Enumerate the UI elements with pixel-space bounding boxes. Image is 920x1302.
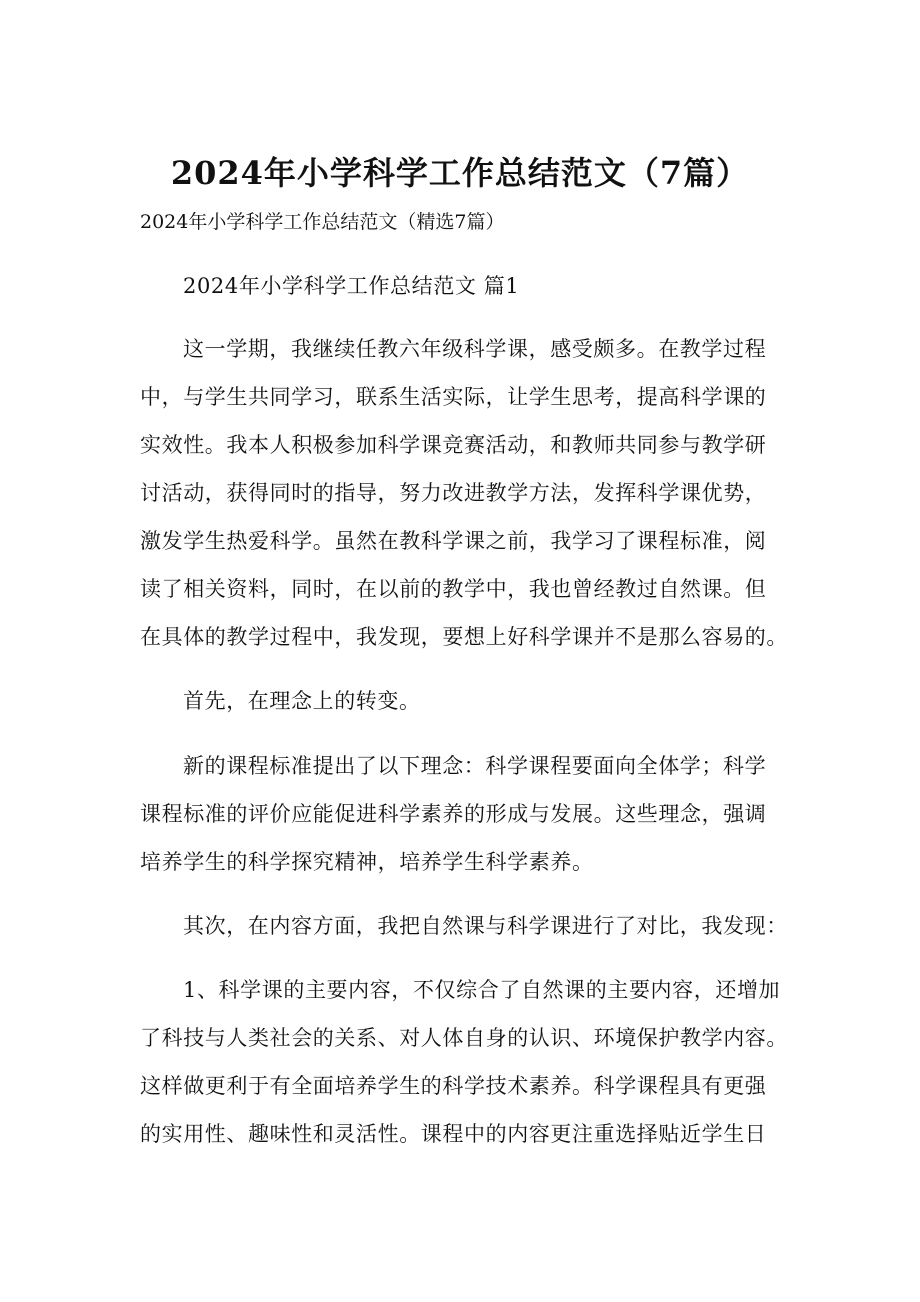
paragraph-line: 这样做更利于有全面培养学生的科学技术素养。科学课程具有更强 — [140, 1074, 767, 1098]
paragraph-line: 讨活动，获得同时的指导，努力改进教学方法，发挥科学课优势， — [140, 481, 767, 505]
paragraph-line: 其次，在内容方面，我把自然课与科学课进行了对比，我发现： — [183, 914, 788, 938]
paragraph-line: 在具体的教学过程中，我发现，要想上好科学课并不是那么容易的。 — [140, 625, 788, 649]
document-subtitle: 2024年小学科学工作总结范文（精选7篇） — [140, 211, 505, 233]
paragraph-line: 中，与学生共同学习，联系生活实际，让学生思考，提高科学课的 — [140, 385, 767, 409]
paragraph-line: 实效性。我本人积极参加科学课竞赛活动，和教师共同参与教学研 — [140, 433, 767, 457]
paragraph-line: 读了相关资料，同时，在以前的教学中，我也曾经教过自然课。但 — [140, 577, 767, 601]
paragraph-line: 的实用性、趣味性和灵活性。课程中的内容更注重选择贴近学生日 — [140, 1122, 767, 1146]
paragraph-line: 这一学期，我继续任教六年级科学课，感受颇多。在教学过程 — [183, 337, 767, 361]
paragraph-line: 培养学生的科学探究精神，培养学生科学素养。 — [140, 850, 594, 874]
document-title: 2024年小学科学工作总结范文（7篇） — [170, 154, 750, 192]
paragraph-line: 新的课程标准提出了以下理念：科学课程要面向全体学；科学 — [183, 754, 767, 778]
paragraph-line: 首先，在理念上的转变。 — [183, 689, 421, 713]
paragraph-line: 课程标准的评价应能促进科学素养的形成与发展。这些理念，强调 — [140, 802, 767, 826]
section-heading: 2024年小学科学工作总结范文 篇1 — [183, 274, 520, 298]
paragraph-line: 1、科学课的主要内容，不仅综合了自然课的主要内容，还增加 — [183, 978, 781, 1002]
paragraph-line: 了科技与人类社会的关系、对人体自身的认识、环境保护教学内容。 — [140, 1026, 788, 1050]
paragraph-line: 激发学生热爱科学。虽然在教科学课之前，我学习了课程标准，阅 — [140, 529, 767, 553]
